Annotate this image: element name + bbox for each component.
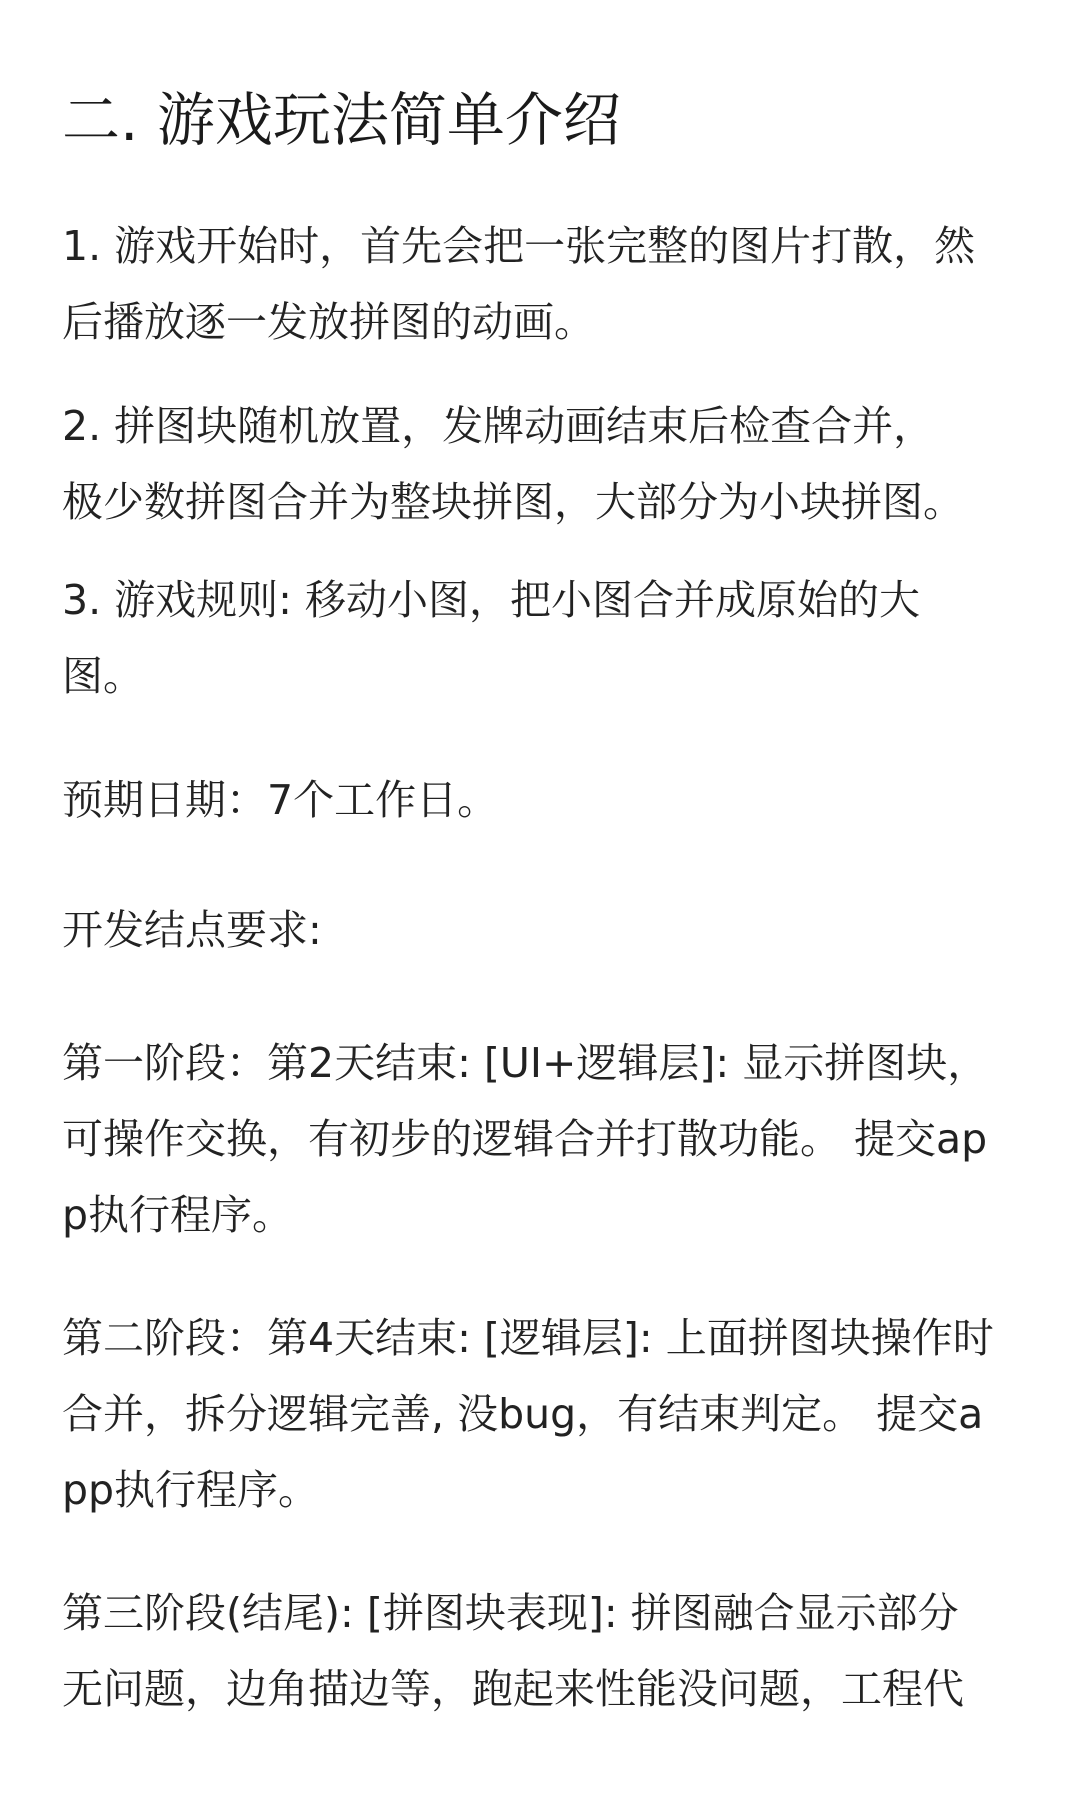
paragraph-line: 后播放逐一发放拼图的动画。 [62,298,595,346]
paragraph-stage-1 [62,1025,1022,1253]
paragraph-milestones-heading [62,892,1022,968]
paragraph-intro-1 [62,208,1022,360]
paragraph-line: 3. 游戏规则: 移动小图，把小图合并成原始的大 [62,576,920,624]
paragraph-line: 第一阶段：第2天结束: [UI+逻辑层]: 显示拼图块， [62,1039,989,1087]
paragraph-line: 开发结点要求: [62,906,322,954]
paragraph-line: pp执行程序。 [62,1466,320,1514]
paragraph-intro-2 [62,388,1022,540]
paragraph-line: 第三阶段(结尾): [拼图块表现]: 拼图融合显示部分 [62,1589,959,1637]
paragraph-intro-3 [62,562,1022,714]
paragraph-expected-date [62,762,1022,838]
paragraph-line: 合并，拆分逻辑完善, 没bug，有结束判定。 提交a [62,1390,984,1438]
paragraph-line: p执行程序。 [62,1191,294,1239]
paragraph-line: 预期日期：7个工作日。 [62,776,499,824]
paragraph-line: 图。 [62,652,144,700]
paragraph-stage-2 [62,1300,1022,1528]
paragraph-line: 1. 游戏开始时，首先会把一张完整的图片打散，然 [62,222,976,270]
paragraph-line: 无问题，边角描边等，跑起来性能没问题，工程代 [62,1665,964,1713]
paragraph-stage-3 [62,1575,1022,1727]
paragraph-line: 极少数拼图合并为整块拼图，大部分为小块拼图。 [62,478,964,526]
paragraph-line: 2. 拼图块随机放置，发牌动画结束后检查合并， [62,402,935,450]
paragraph-line: 可操作交换，有初步的逻辑合并打散功能。 提交ap [62,1115,988,1163]
section-title: 二. 游戏玩法简单介绍 [62,86,621,154]
paragraph-line: 第二阶段：第4天结束: [逻辑层]: 上面拼图块操作时 [62,1314,994,1362]
